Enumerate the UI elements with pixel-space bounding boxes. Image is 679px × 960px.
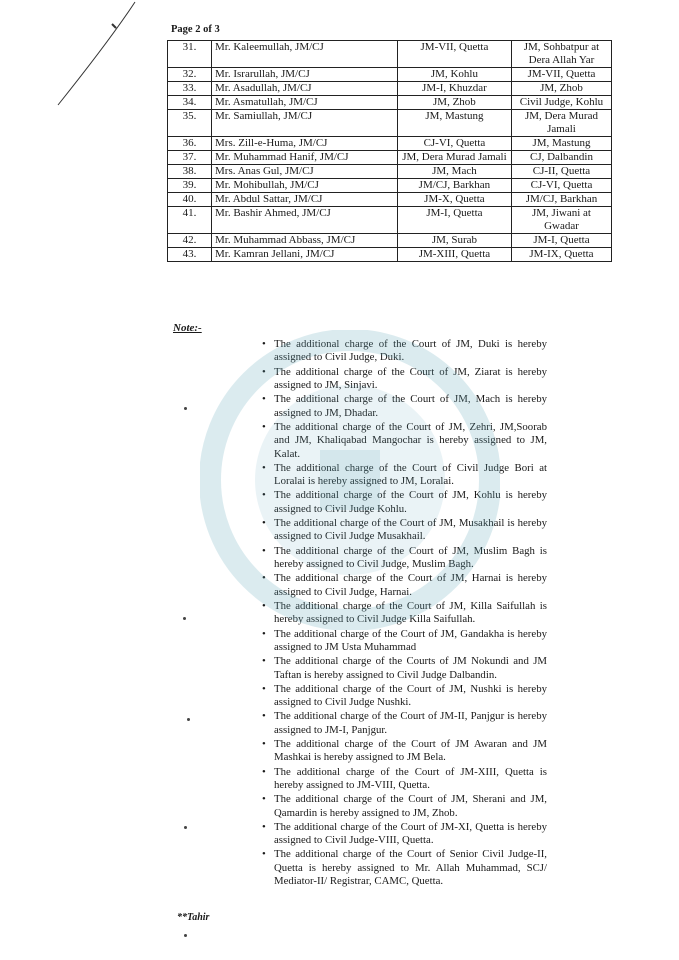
note-item bbox=[262, 517, 547, 544]
bullet-icon: • bbox=[262, 737, 266, 750]
margin-speck bbox=[183, 617, 186, 620]
note-text: The additional charge of the Court of JM, Zehri, JM,Soorab and JM, Khaliqabad Mangochar is hereby assigned to JM, Kalat. bbox=[274, 420, 547, 460]
from-posting-cell: JM-I, Quetta bbox=[397, 207, 511, 234]
bullet-icon: • bbox=[262, 793, 266, 806]
officer-name-cell: Mr. Muhammad Abbass, JM/CJ bbox=[212, 234, 398, 248]
note-item bbox=[262, 738, 547, 765]
officer-name-cell: Mrs. Zill-e-Huma, JM/CJ bbox=[212, 137, 398, 151]
note-text: The additional charge of the Court of JM-II, Panjgur is hereby assigned to JM-I, Panjgur. bbox=[274, 710, 547, 736]
bullet-icon: • bbox=[262, 461, 266, 474]
table-row bbox=[168, 110, 612, 137]
bullet-icon: • bbox=[262, 848, 266, 861]
note-item bbox=[262, 766, 547, 793]
margin-speck bbox=[184, 407, 187, 410]
note-text: The additional charge of the Court of Senior Civil Judge-II, Quetta is hereby assigned to Mr. Allah Muhammad, SCJ/ Mediator-II/ Registrar, CAMC, Quetta. bbox=[274, 848, 547, 888]
to-posting-cell: CJ, Dalbandin bbox=[511, 151, 611, 165]
note-item bbox=[262, 421, 547, 461]
note-item bbox=[262, 710, 547, 737]
from-posting-cell: JM-X, Quetta bbox=[397, 193, 511, 207]
note-list bbox=[262, 338, 547, 889]
note-text: The additional charge of the Court of JM-XIII, Quetta is hereby assigned to JM-VIII, Quetta. bbox=[274, 765, 547, 791]
note-item bbox=[262, 545, 547, 572]
to-posting-cell: JM-IX, Quetta bbox=[511, 248, 611, 262]
serial-number-cell: 34. bbox=[168, 96, 212, 110]
table-row bbox=[168, 151, 612, 165]
officer-name-cell: Mr. Asadullah, JM/CJ bbox=[212, 82, 398, 96]
note-item bbox=[262, 600, 547, 627]
from-posting-cell: JM/CJ, Barkhan bbox=[397, 179, 511, 193]
footer-initials: **Tahir bbox=[177, 912, 210, 923]
officer-name-cell: Mr. Bashir Ahmed, JM/CJ bbox=[212, 207, 398, 234]
from-posting-cell: JM, Zhob bbox=[397, 96, 511, 110]
table-row bbox=[168, 82, 612, 96]
from-posting-cell: JM-I, Khuzdar bbox=[397, 82, 511, 96]
officer-name-cell: Mr. Muhammad Hanif, JM/CJ bbox=[212, 151, 398, 165]
from-posting-cell: JM-VII, Quetta bbox=[397, 41, 511, 68]
from-posting-cell: JM-XIII, Quetta bbox=[397, 248, 511, 262]
officer-name-cell: Mr. Kaleemullah, JM/CJ bbox=[212, 41, 398, 68]
table-row bbox=[168, 179, 612, 193]
note-text: The additional charge of the Court of JM, Musakhail is hereby assigned to Civil Judge Musakhail. bbox=[274, 517, 547, 543]
margin-speck bbox=[184, 826, 187, 829]
serial-number-cell: 37. bbox=[168, 151, 212, 165]
table-row bbox=[168, 68, 612, 82]
note-item bbox=[262, 848, 547, 888]
note-text: The additional charge of the Court of Civil Judge Bori at Loralai is hereby assigned to JM, Loralai. bbox=[274, 461, 547, 488]
to-posting-cell: JM/CJ, Barkhan bbox=[511, 193, 611, 207]
bullet-icon: • bbox=[262, 517, 266, 530]
table-row bbox=[168, 165, 612, 179]
officer-name-cell: Mr. Mohibullah, JM/CJ bbox=[212, 179, 398, 193]
note-text: The additional charge of the Court of JM, Ziarat is hereby assigned to JM, Sinjavi. bbox=[274, 365, 547, 392]
table-row bbox=[168, 41, 612, 68]
to-posting-cell: JM-VII, Quetta bbox=[511, 68, 611, 82]
note-text: The additional charge of the Court of JM, Sherani and JM, Qamardin is hereby assigned to JM, Zhob. bbox=[274, 793, 547, 819]
officer-name-cell: Mr. Abdul Sattar, JM/CJ bbox=[212, 193, 398, 207]
serial-number-cell: 39. bbox=[168, 179, 212, 193]
note-text: The additional charge of the Courts of JM Nokundi and JM Taftan is hereby assigned to Civil Judge Dalbandin. bbox=[274, 655, 547, 681]
table-row bbox=[168, 248, 612, 262]
to-posting-cell: CJ-II, Quetta bbox=[511, 165, 611, 179]
bullet-icon: • bbox=[262, 599, 266, 612]
bullet-icon: • bbox=[262, 365, 266, 378]
bullet-icon: • bbox=[262, 544, 266, 557]
margin-speck bbox=[184, 934, 187, 937]
table-row bbox=[168, 96, 612, 110]
bullet-icon: • bbox=[262, 655, 266, 668]
note-item bbox=[262, 393, 547, 420]
to-posting-cell: JM, Jiwani at Gwadar bbox=[511, 207, 611, 234]
to-posting-cell: JM, Dera Murad Jamali bbox=[511, 110, 611, 137]
officer-name-cell: Mr. Kamran Jellani, JM/CJ bbox=[212, 248, 398, 262]
to-posting-cell: JM, Zhob bbox=[511, 82, 611, 96]
bullet-icon: • bbox=[262, 820, 266, 833]
page-number-label: Page 2 of 3 bbox=[171, 24, 220, 35]
to-posting-cell: JM-I, Quetta bbox=[511, 234, 611, 248]
note-item bbox=[262, 821, 547, 848]
serial-number-cell: 41. bbox=[168, 207, 212, 234]
officer-name-cell: Mr. Israrullah, JM/CJ bbox=[212, 68, 398, 82]
margin-speck bbox=[187, 718, 190, 721]
from-posting-cell: CJ-VI, Quetta bbox=[397, 137, 511, 151]
note-text: The additional charge of the Court of JM, Duki is hereby assigned to Civil Judge, Duki. bbox=[274, 338, 547, 364]
note-item bbox=[262, 793, 547, 820]
bullet-icon: • bbox=[262, 393, 266, 406]
note-text: The additional charge of the Court of JM, Nushki is hereby assigned to Civil Judge Nushki. bbox=[274, 682, 547, 709]
bullet-icon: • bbox=[262, 627, 266, 640]
from-posting-cell: JM, Mastung bbox=[397, 110, 511, 137]
bullet-icon: • bbox=[262, 338, 266, 350]
transfer-table bbox=[167, 40, 612, 262]
note-item bbox=[262, 462, 547, 489]
serial-number-cell: 31. bbox=[168, 41, 212, 68]
table-row bbox=[168, 207, 612, 234]
bullet-icon: • bbox=[262, 489, 266, 502]
note-text: The additional charge of the Court of JM Awaran and JM Mashkai is hereby assigned to JM Bela. bbox=[274, 737, 547, 764]
note-text: The additional charge of the Court of JM, Harnai is hereby assigned to Civil Judge, Harnai. bbox=[274, 572, 547, 598]
table-row bbox=[168, 137, 612, 151]
pen-stroke-mark bbox=[50, 0, 140, 110]
to-posting-cell: Civil Judge, Kohlu bbox=[511, 96, 611, 110]
from-posting-cell: JM, Surab bbox=[397, 234, 511, 248]
bullet-icon: • bbox=[262, 420, 266, 433]
note-text: The additional charge of the Court of JM, Kohlu is hereby assigned to Civil Judge Kohlu. bbox=[274, 489, 547, 515]
serial-number-cell: 43. bbox=[168, 248, 212, 262]
note-item bbox=[262, 366, 547, 393]
to-posting-cell: JM, Sohbatpur at Dera Allah Yar bbox=[511, 41, 611, 68]
note-text: The additional charge of the Court of JM, Mach is hereby assigned to JM, Dhadar. bbox=[274, 393, 547, 419]
serial-number-cell: 33. bbox=[168, 82, 212, 96]
note-item bbox=[262, 628, 547, 655]
serial-number-cell: 32. bbox=[168, 68, 212, 82]
note-item bbox=[262, 572, 547, 599]
note-item bbox=[262, 683, 547, 710]
from-posting-cell: JM, Mach bbox=[397, 165, 511, 179]
note-item bbox=[262, 655, 547, 682]
note-text: The additional charge of the Court of JM, Gandakha is hereby assigned to JM Usta Muhammad bbox=[274, 627, 547, 653]
bullet-icon: • bbox=[262, 682, 266, 695]
to-posting-cell: CJ-VI, Quetta bbox=[511, 179, 611, 193]
bullet-icon: • bbox=[262, 765, 266, 778]
bullet-icon: • bbox=[262, 710, 266, 723]
officer-name-cell: Mr. Asmatullah, JM/CJ bbox=[212, 96, 398, 110]
bullet-icon: • bbox=[262, 572, 266, 585]
to-posting-cell: JM, Mastung bbox=[511, 137, 611, 151]
note-text: The additional charge of the Court of JM, Killa Saifullah is hereby assigned to Civil Judge Killa Saifullah. bbox=[274, 599, 547, 626]
serial-number-cell: 35. bbox=[168, 110, 212, 137]
officer-name-cell: Mrs. Anas Gul, JM/CJ bbox=[212, 165, 398, 179]
note-item bbox=[262, 338, 547, 365]
note-text: The additional charge of the Court of JM-XI, Quetta is hereby assigned to Civil Judge-VIII, Quetta. bbox=[274, 820, 547, 847]
note-label: Note:- bbox=[173, 322, 202, 334]
table-row bbox=[168, 193, 612, 207]
serial-number-cell: 42. bbox=[168, 234, 212, 248]
serial-number-cell: 40. bbox=[168, 193, 212, 207]
serial-number-cell: 38. bbox=[168, 165, 212, 179]
table-row bbox=[168, 234, 612, 248]
serial-number-cell: 36. bbox=[168, 137, 212, 151]
note-text: The additional charge of the Court of JM, Muslim Bagh is hereby assigned to Civil Judge, Muslim Bagh. bbox=[274, 544, 547, 571]
from-posting-cell: JM, Dera Murad Jamali bbox=[397, 151, 511, 165]
note-item bbox=[262, 489, 547, 516]
from-posting-cell: JM, Kohlu bbox=[397, 68, 511, 82]
officer-name-cell: Mr. Samiullah, JM/CJ bbox=[212, 110, 398, 137]
